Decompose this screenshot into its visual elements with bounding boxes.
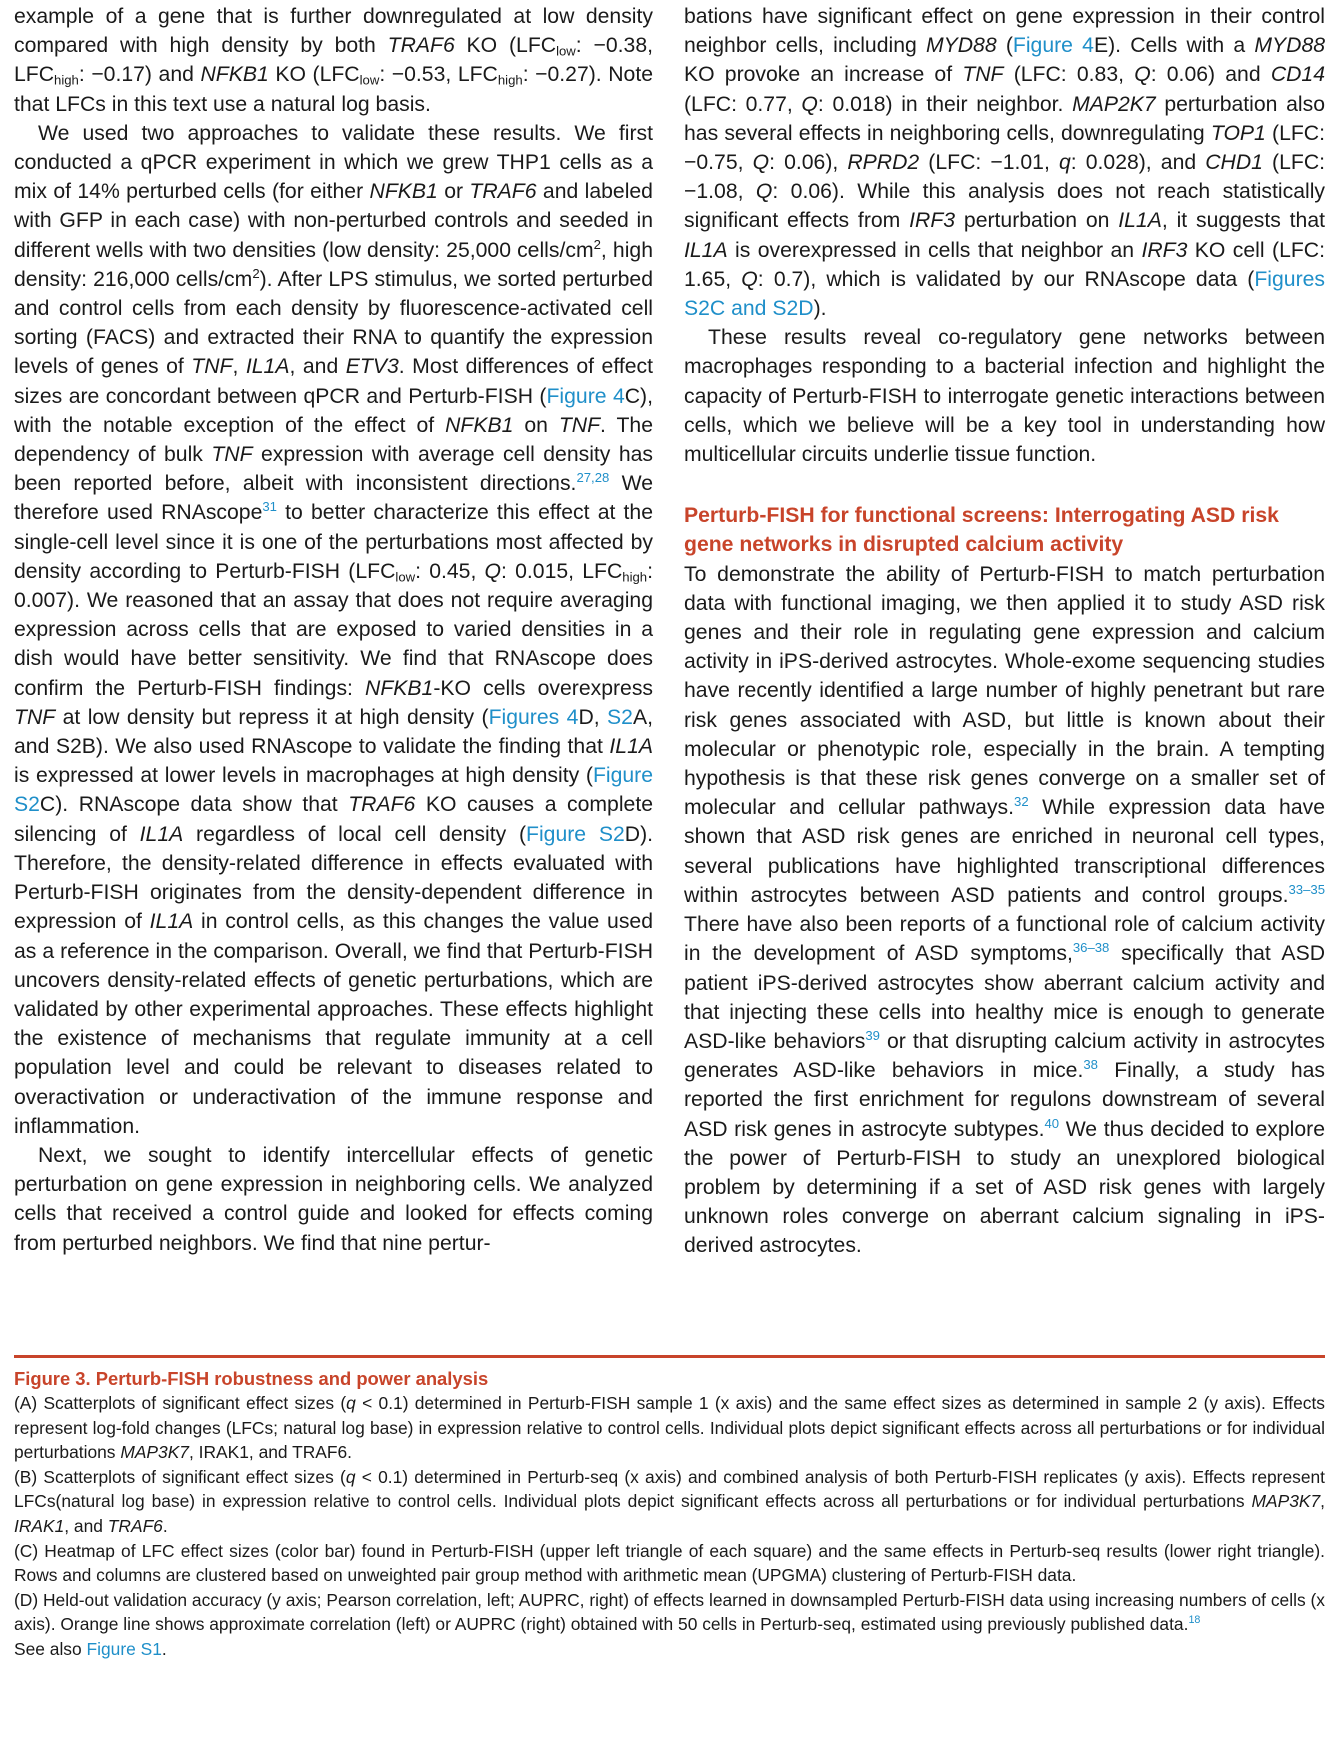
- paragraph: [684, 323, 1325, 469]
- gene-name: TNF: [14, 705, 56, 729]
- body-text: or that disrupting calcium activity in astrocytes generates ASD-like behaviors in mice.: [684, 1029, 1325, 1083]
- gene-name: MAP3K7: [1251, 1491, 1321, 1512]
- body-text: bations have significant effect on gene expression in their control neighbor cells, including: [684, 5, 1325, 58]
- body-text: . The dependency of bulk: [14, 413, 654, 467]
- body-text: These results reveal co-regulatory gene networks between macrophages responding to a bacterial infection and highlight the capacity of Perturb-FISH to interrogate genetic interactions between cells, which we believe will be a key tool in understanding how multicellular circuits underlie tissue function.: [684, 326, 1325, 467]
- stat-symbol: Q: [741, 267, 758, 291]
- subscript: low: [359, 72, 380, 88]
- figure-link[interactable]: Figure S2: [526, 822, 625, 846]
- figure-link[interactable]: Figure 4: [1012, 34, 1094, 58]
- gene-name: CD14: [1270, 63, 1325, 87]
- body-text: , it suggests that: [1161, 209, 1325, 233]
- body-text: (: [996, 34, 1013, 58]
- caption-divider: [14, 1355, 1325, 1358]
- body-text: We used two approaches to validate these results. We first conducted a qPCR experiment in which we grew THP1 cells as a mix of 14% perturbed cells (for either: [14, 121, 653, 204]
- body-text: perturbation also has several effects in neighboring cells, downregulating: [684, 92, 1325, 145]
- body-text: ). After LPS stimulus, we sorted perturbed and control cells from each density by fluorescence-activated cell sorting (FACS) and extracted their RNA to quantify the expression levels of genes of: [14, 267, 653, 379]
- gene-name: IRF3: [1141, 238, 1188, 262]
- gene-name: TRAF6: [348, 793, 416, 817]
- reference-link[interactable]: 38: [1083, 1057, 1098, 1073]
- stat-symbol: q: [346, 1393, 356, 1413]
- caption-text: .: [161, 1638, 167, 1659]
- caption-text: (A) Scatterplots of significant effect sizes (: [14, 1393, 347, 1413]
- gene-name: TNF: [962, 63, 1004, 87]
- body-text: : −0.27). Note that LFCs in this text use a natural log basis.: [14, 63, 654, 116]
- body-text: KO (LFC: [268, 63, 360, 87]
- body-text: To demonstrate the ability of Perturb-FISH to match perturbation data with functional imaging, we then applied it to study ASD risk genes and their role in regulating gene expression and calcium activity in iPS-derived astrocytes. Whole-exome sequencing studies have recently identified a large number of highly penetrant but rare risk genes associated with ASD, but little is known about their molecular or phenotypic role, especially in the brain. A tempting hypothesis is that these risk genes converge on a smaller set of molecular and cellular pathways.: [684, 562, 1325, 820]
- reference-link[interactable]: 27,28: [576, 470, 610, 486]
- body-text: or: [437, 180, 470, 204]
- body-text: (LFC: 0.83,: [1003, 63, 1135, 87]
- body-text: D). Therefore, the density-related difference in effects evaluated with Perturb-FISH originates from the density-dependent difference in expression of: [14, 822, 654, 934]
- caption-panel-c: [14, 1539, 1325, 1588]
- reference-link[interactable]: 33–35: [1288, 881, 1325, 897]
- stat-symbol: q: [345, 1466, 356, 1487]
- caption-text: , IRAK1, and TRAF6.: [188, 1442, 353, 1463]
- body-text: ).: [813, 297, 827, 321]
- reference-link[interactable]: 32: [1014, 794, 1029, 810]
- gene-name: MAP3K7: [120, 1442, 189, 1463]
- paragraph: [14, 2, 653, 119]
- gene-name: CHD1: [1205, 151, 1263, 175]
- body-text: C). RNAscope data show that: [39, 793, 349, 817]
- subscript: high: [622, 569, 648, 585]
- subscript: high: [54, 72, 79, 88]
- figure-link[interactable]: Figure S2: [14, 764, 653, 817]
- figure-link[interactable]: Figures S2C and S2D: [684, 267, 1326, 321]
- figure-link[interactable]: Figures 4: [488, 705, 579, 729]
- figure-link[interactable]: Figure 4: [546, 384, 625, 408]
- body-text: example of a gene that is further downregulated at low density compared with high density by both: [14, 5, 653, 58]
- body-text: Next, we sought to identify intercellular effects of genetic perturbation on gene expression in neighboring cells. We analyzed cells that received a control guide and looked for effects coming from perturbed neighbors. We find that nine pertur-: [14, 1143, 653, 1255]
- body-text: on: [513, 413, 559, 437]
- body-text: KO cell (LFC: 1.65,: [684, 238, 1325, 291]
- gene-name: TRAF6: [387, 34, 455, 58]
- body-text: (LFC: −0.75,: [684, 121, 1325, 175]
- caption-text: ,: [1320, 1491, 1325, 1512]
- caption-text: < 0.1) determined in Perturb-FISH sample 1 (x axis) and the same effect sizes as determined in sample 2 (y axis). Effects represent log-fold changes (LFCs; natural log base) in expression relative to control cells. Individual plots depict significant effects across all perturbations or for individual perturbations: [14, 1393, 1326, 1463]
- gene-name: IRAK1: [14, 1515, 65, 1536]
- body-text: (LFC: 0.77,: [684, 92, 802, 116]
- gene-name: IL1A: [1118, 209, 1162, 233]
- body-text: : 0.015, LFC: [501, 559, 623, 583]
- caption-text: (C) Heatmap of LFC effect sizes (color bar) found in Perturb-FISH (upper left triangle of each square) and the same effects in Perturb-seq results (lower right triangle). Rows and columns are clustered based on unweighted pair group method with arithmetic mean (UPGMA) clustering of Perturb-FISH data.: [14, 1540, 1325, 1586]
- body-text: : −0.38, LFC: [14, 34, 653, 87]
- body-text: : 0.06),: [769, 151, 848, 175]
- body-text: and labeled with GFP in each case) with non-perturbed controls and seeded in different wells with two densities (low density: 25,000 cells/cm: [14, 180, 653, 262]
- gene-name: IRF3: [909, 209, 956, 233]
- body-text: KO (LFC: [454, 34, 557, 58]
- stat-symbol: Q: [801, 92, 818, 116]
- body-text: : 0.028), and: [1070, 151, 1206, 175]
- subscript: low: [395, 569, 416, 585]
- body-text: is expressed at lower levels in macrophages at high density (: [14, 764, 593, 788]
- body-text: : −0.17) and: [78, 63, 201, 87]
- stat-symbol: q: [1058, 151, 1071, 175]
- gene-name: NFKB1: [200, 63, 269, 87]
- left-column: [14, 2, 653, 1258]
- caption-text: (B) Scatterplots of significant effect sizes (: [14, 1466, 346, 1487]
- body-text: We thus decided to explore the power of Perturb-FISH to study an unexplored biological problem by determining if a set of ASD risk genes with largely unknown roles converge on aberrant calcium signaling in iPS-derived astrocytes.: [684, 1117, 1325, 1258]
- body-text: is overexpressed in cells that neighbor an: [727, 238, 1142, 262]
- figure-link[interactable]: Figure S1: [86, 1638, 162, 1659]
- body-text: : 0.007). We reasoned that an assay that does not require averaging expression across cells that are exposed to varied densities in a dish would have better sensitivity. We find that RNAscope does confirm the Perturb-FISH findings:: [14, 559, 653, 700]
- superscript: 2: [593, 236, 601, 252]
- body-text: : 0.06) and: [1150, 63, 1271, 87]
- body-text: A, and S2B). We also used RNAscope to validate the finding that: [14, 705, 653, 759]
- caption-text: , and: [64, 1515, 108, 1536]
- stat-symbol: Q: [484, 559, 502, 583]
- caption-text: < 0.1) determined in Perturb-seq (x axis) and combined analysis of both Perturb-FISH replicates (y axis). Effects represent LFCs(natural log base) in expression relative to control cells. Individual plots depict significant effects across all perturbations or for individual perturbations: [14, 1466, 1325, 1512]
- body-text: (LFC: −1.01,: [919, 151, 1059, 175]
- gene-name: TRAF6: [469, 180, 537, 204]
- stat-symbol: Q: [752, 151, 770, 175]
- body-text: expression with average cell density has been reported before, albeit with inconsistent directions.: [14, 443, 653, 496]
- body-text: , high density: 216,000 cells/cm: [14, 238, 653, 291]
- body-text: C), with the notable exception of the effect of: [14, 384, 653, 437]
- gene-name: TNF: [191, 355, 233, 379]
- gene-name: ETV3: [345, 355, 399, 379]
- gene-name: TOP1: [1210, 121, 1266, 145]
- gene-name: IL1A: [139, 822, 184, 846]
- body-text: (LFC: −1.08,: [684, 151, 1326, 204]
- body-text: Finally, a study has reported the first enrichment for regulons downstream of several ASD risk genes in astrocyte subtypes.: [684, 1059, 1325, 1141]
- body-text: KO causes a complete silencing of: [14, 793, 653, 846]
- body-text: E). Cells with a: [1093, 34, 1255, 58]
- gene-name: TNF: [211, 443, 253, 467]
- reference-link[interactable]: 39: [865, 1027, 880, 1043]
- gene-name: IL1A: [245, 355, 290, 379]
- body-text: : 0.7), which is validated by our RNAscope data (: [757, 267, 1255, 291]
- stat-symbol: Q: [755, 180, 773, 204]
- body-text: While expression data have shown that ASD risk genes are enriched in neuronal cell types, several publications have highlighted transcriptional differences within astrocytes between ASD patients and control groups.: [684, 796, 1326, 907]
- superscript: 2: [252, 265, 260, 281]
- body-text: . Most differences of effect sizes are concordant between qPCR and Perturb-FISH (: [14, 355, 653, 408]
- gene-name: TRAF6: [107, 1515, 163, 1536]
- body-text: to better characterize this effect at the single-cell level since it is one of the perturbations most affected by density according to Perturb-FISH (LFC: [14, 501, 653, 583]
- paragraph: [14, 119, 653, 1141]
- gene-name: RPRD2: [847, 151, 920, 175]
- body-text: : −0.53, LFC: [379, 63, 498, 87]
- caption-text: .: [162, 1515, 168, 1536]
- caption-title: Figure 3. Perturb-FISH robustness and power analysis: [14, 1368, 489, 1389]
- body-text: KO provoke an increase of: [684, 63, 963, 87]
- gene-name: NFKB1: [365, 676, 434, 700]
- figure-caption: [14, 1366, 1325, 1662]
- subscript: high: [497, 72, 523, 88]
- paragraph: [684, 560, 1325, 1261]
- body-text: regardless of local cell density (: [183, 822, 527, 846]
- caption-panel-b: [14, 1465, 1325, 1539]
- body-text: specifically that ASD patient iPS-derived astrocytes show aberrant calcium activity and that injecting these cells into healthy mice is enough to generate ASD-like behaviors: [684, 942, 1325, 1053]
- gene-name: MYD88: [925, 34, 997, 58]
- gene-name: IL1A: [149, 910, 194, 934]
- body-text: at low density but repress it at high density (: [55, 705, 489, 729]
- caption-see-also: [14, 1637, 1325, 1662]
- right-column: [684, 2, 1325, 1261]
- gene-name: NFKB1: [445, 413, 514, 437]
- gene-name: TNF: [558, 413, 601, 437]
- gene-name: IL1A: [609, 735, 653, 759]
- figure-link[interactable]: S2: [607, 705, 633, 729]
- body-text: ,: [232, 355, 246, 379]
- caption-text: See also: [14, 1638, 87, 1659]
- body-text: We therefore used RNAscope: [14, 472, 653, 525]
- section-heading: Perturb-FISH for functional screens: Interrogating ASD risk gene networks in disrupted calcium activity: [684, 504, 1279, 557]
- gene-name: MAP2K7: [1072, 92, 1156, 116]
- stat-symbol: Q: [1134, 63, 1151, 87]
- body-text: , and: [289, 355, 346, 379]
- body-text: : 0.06). While this analysis does not reach statistically significant effects from: [684, 180, 1325, 233]
- body-text: There have also been reports of a functional role of calcium activity in the development of ASD symptoms,: [684, 913, 1325, 966]
- gene-name: NFKB1: [369, 180, 438, 204]
- caption-text: (D) Held-out validation accuracy (y axis; Pearson correlation, left; AUPRC, right) of effects learned in downsampled Perturb-FISH data using increasing numbers of cells (x axis). Orange line shows approximate correlation (left) or AUPRC (right) obtained with 50 cells in Perturb-seq, estimated using previously published data.: [14, 1589, 1325, 1635]
- paragraph: [14, 1141, 653, 1258]
- caption-panel-d: [14, 1588, 1325, 1637]
- body-text: : 0.018) in their neighbor.: [817, 92, 1073, 116]
- body-text: in control cells, as this changes the value used as a reference in the comparison. Overall, we find that Perturb-FISH uncovers density-related effects of genetic perturbations, which are validated by other experimental approaches. These effects highlight the existence of mechanisms that regulate immunity at a cell population level and could be relevant to diseases related to overactivation or underactivation of the immune response and inflammation.: [14, 910, 654, 1138]
- gene-name: IL1A: [684, 238, 728, 262]
- body-text: D,: [578, 705, 608, 729]
- reference-link[interactable]: 40: [1044, 1115, 1060, 1131]
- reference-link[interactable]: 31: [262, 499, 277, 515]
- reference-link[interactable]: 36–38: [1072, 940, 1110, 956]
- body-text: perturbation on: [955, 209, 1119, 233]
- caption-panel-a: [14, 1391, 1325, 1465]
- body-text: : 0.45,: [415, 559, 485, 583]
- body-text: -KO cells overexpress: [433, 676, 654, 700]
- paragraph: [684, 2, 1325, 323]
- reference-link[interactable]: 18: [1188, 1614, 1201, 1627]
- subscript: low: [556, 43, 576, 59]
- gene-name: MYD88: [1254, 34, 1326, 58]
